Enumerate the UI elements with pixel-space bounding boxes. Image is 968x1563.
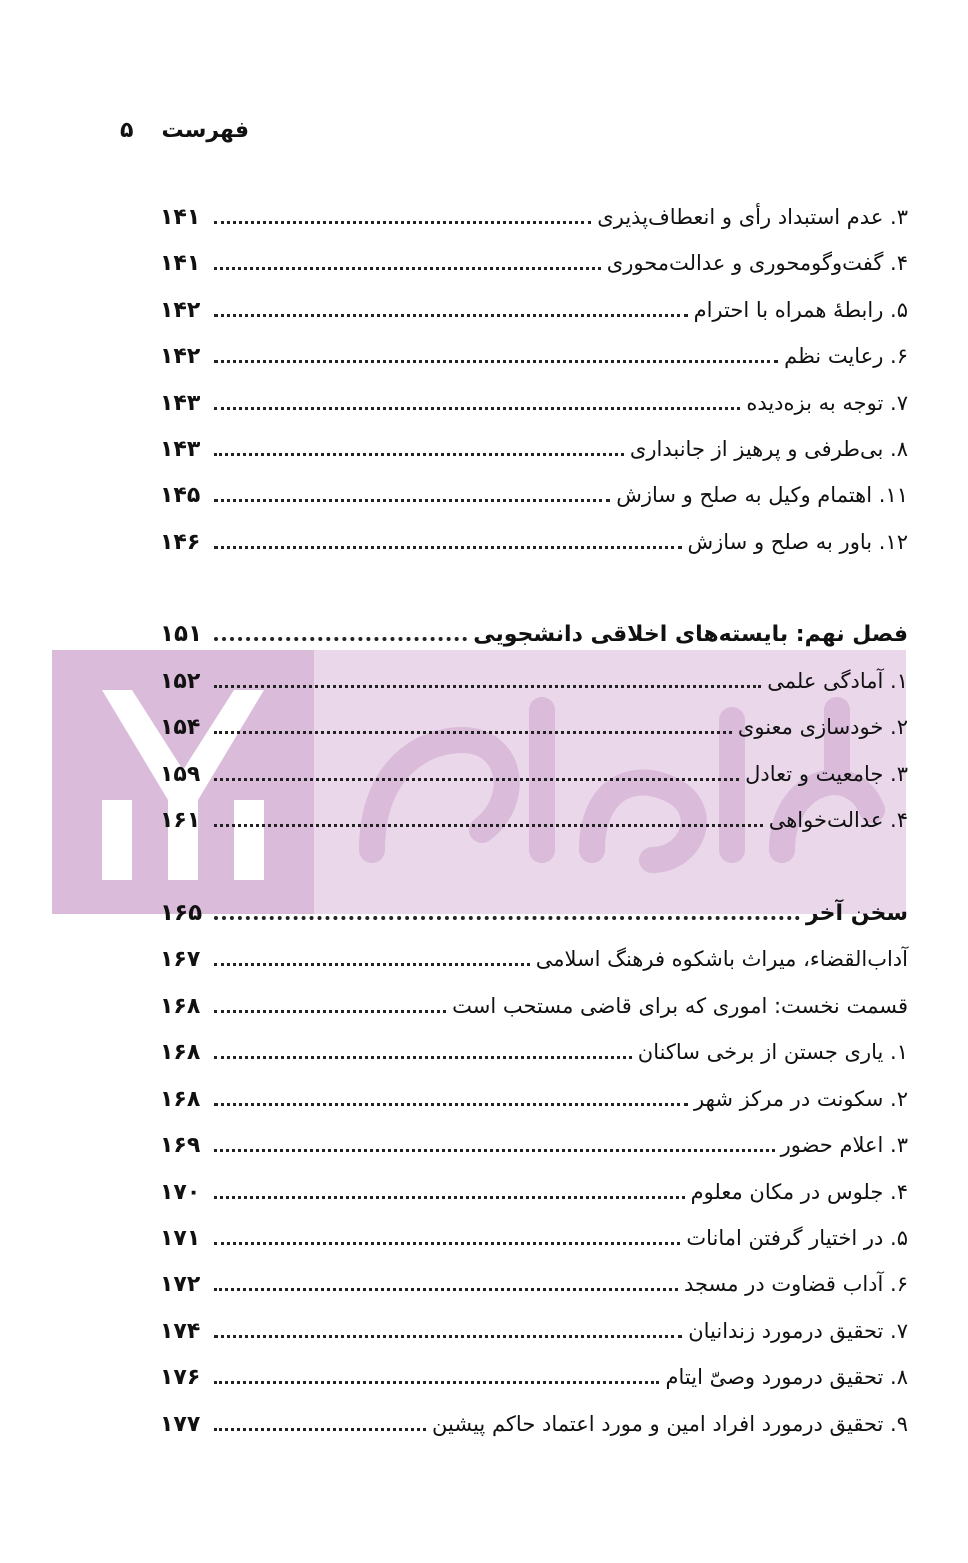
entry-title: قسمت نخست: اموری که برای قاضی مستحب است (452, 994, 908, 1018)
entry-title: ۶. رعایت نظم (784, 344, 908, 368)
entry-page-number: ۱۶۷ (160, 946, 201, 972)
dot-leader (214, 1335, 682, 1338)
entry-title: ۱۱. اهتمام وکیل به صلح و سازش (616, 483, 908, 507)
dot-leader (214, 778, 739, 781)
entry-title: ۱۲. باور به صلح و سازش (687, 530, 908, 554)
toc-entry[interactable] (160, 754, 908, 794)
toc-entry[interactable] (160, 1125, 908, 1165)
dot-leader (214, 1010, 446, 1013)
running-header (120, 112, 320, 148)
entry-page-number: ۱۶۹ (160, 1132, 201, 1158)
dot-leader (214, 1242, 680, 1245)
dot-leader (214, 685, 761, 688)
entry-title: ۴. جلوس در مکان معلوم (690, 1180, 908, 1204)
dot-leader (214, 824, 763, 827)
entry-title: ۲. سکونت در مرکز شهر (694, 1087, 908, 1111)
entry-title: ۱. یاری جستن از برخی ساکنان (637, 1040, 908, 1064)
entry-page-number: ۱۷۶ (160, 1364, 201, 1390)
entry-page-number: ۱۶۸ (160, 993, 201, 1019)
entry-title: ۴. گفت‌وگومحوری و عدالت‌محوری (606, 251, 908, 275)
entry-title: ۸. بی‌طرفی و پرهیز از جانبداری (629, 437, 908, 461)
toc-entry[interactable] (160, 522, 908, 562)
entry-title: ۷. توجه به بزه‌دیده (746, 391, 908, 415)
entry-title: ۲. خودسازی معنوی (737, 715, 908, 739)
entry-title: ۶. آداب قضاوت در مسجد (683, 1272, 908, 1296)
toc-entry[interactable] (160, 800, 908, 840)
entry-title: آداب‌القضاء، میراث باشکوه فرهنگ اسلامی (535, 947, 908, 971)
dot-leader (214, 314, 688, 317)
dot-leader (214, 1428, 426, 1431)
entry-page-number: ۱۷۱ (160, 1225, 201, 1251)
dot-leader (214, 453, 624, 456)
entry-title: ۱. آمادگی علمی (767, 669, 908, 693)
toc-entry[interactable] (160, 1404, 908, 1444)
header-page-number: ۵ (120, 117, 134, 143)
entry-page-number: ۱۷۷ (160, 1411, 201, 1437)
entry-page-number: ۱۷۰ (160, 1179, 201, 1205)
entry-title: ۳. عدم استبداد رأی و انعطاف‌پذیری (597, 205, 908, 229)
dot-leader (214, 1149, 775, 1152)
toc-entry[interactable] (160, 1357, 908, 1397)
entry-page-number: ۱۵۴ (160, 714, 201, 740)
dot-leader (214, 731, 732, 734)
toc-entry[interactable] (160, 707, 908, 747)
toc-entry[interactable] (160, 986, 908, 1026)
toc-entry[interactable] (160, 1264, 908, 1304)
toc-entry[interactable] (160, 1218, 908, 1258)
toc-entry[interactable] (160, 243, 908, 283)
chapter-title: فصل نهم: بایسته‌های اخلاقی دانشجویی (473, 621, 908, 647)
toc-entry[interactable] (160, 1079, 908, 1119)
dot-leader (214, 221, 591, 224)
dot-leader (214, 963, 530, 966)
toc-entry[interactable] (160, 475, 908, 515)
entry-page-number: ۱۵۲ (160, 668, 201, 694)
entry-page-number: ۱۴۱ (160, 204, 201, 230)
toc-entry[interactable] (160, 383, 908, 423)
entry-page-number: ۱۵۹ (160, 761, 201, 787)
entry-page-number: ۱۷۴ (160, 1318, 201, 1344)
dot-leader (214, 1103, 688, 1106)
toc-chapter-entry[interactable] (160, 893, 908, 933)
entry-page-number: ۱۴۶ (160, 529, 201, 555)
toc-entry[interactable] (160, 1311, 908, 1351)
header-title: فهرست (161, 117, 249, 143)
entry-page-number: ۱۴۳ (160, 436, 201, 462)
dot-leader (214, 499, 610, 502)
entry-page-number: ۱۴۳ (160, 390, 201, 416)
dot-leader (214, 637, 467, 641)
entry-page-number: ۱۴۲ (160, 297, 201, 323)
entry-page-number: ۱۶۸ (160, 1039, 201, 1065)
dot-leader (214, 267, 601, 270)
dot-leader (214, 407, 740, 410)
entry-page-number: ۱۴۵ (160, 482, 201, 508)
entry-page-number: ۱۴۱ (160, 250, 201, 276)
toc-entry[interactable] (160, 939, 908, 979)
toc-entry[interactable] (160, 197, 908, 237)
entry-title: ۷. تحقیق درمورد زندانیان (688, 1319, 908, 1343)
entry-title: ۹. تحقیق درمورد افراد امین و مورد اعتماد حاکم پیشین (432, 1412, 908, 1436)
entry-page-number: ۱۴۲ (160, 343, 201, 369)
dot-leader (214, 1196, 685, 1199)
toc-entry[interactable] (160, 290, 908, 330)
chapter-title: سخن آخر (805, 900, 908, 926)
entry-title: ۵. رابطهٔ همراه با احترام (693, 298, 908, 322)
toc-entry[interactable] (160, 661, 908, 701)
entry-page-number: ۱۶۵ (160, 900, 203, 926)
entry-title: ۳. اعلام حضور (780, 1133, 908, 1157)
dot-leader (214, 1056, 632, 1059)
toc-entry[interactable] (160, 429, 908, 469)
dot-leader (214, 1381, 659, 1384)
entry-page-number: ۱۷۲ (160, 1271, 201, 1297)
toc-entry[interactable] (160, 1032, 908, 1072)
toc-chapter-entry[interactable] (160, 614, 908, 654)
dot-leader (214, 360, 778, 363)
entry-title: ۸. تحقیق درمورد وصیّ ایتام (665, 1365, 908, 1389)
entry-title: ۴. عدالت‌خواهی (768, 808, 908, 832)
toc-entry[interactable] (160, 336, 908, 376)
dot-leader (214, 1288, 678, 1291)
dot-leader (214, 916, 800, 920)
entry-page-number: ۱۵۱ (160, 621, 203, 647)
toc-entry[interactable] (160, 1172, 908, 1212)
entry-page-number: ۱۶۸ (160, 1086, 201, 1112)
entry-page-number: ۱۶۱ (160, 807, 201, 833)
entry-title: ۳. جامعیت و تعادل (745, 762, 908, 786)
entry-title: ۵. در اختیار گرفتن امانات (686, 1226, 908, 1250)
dot-leader (214, 546, 682, 549)
